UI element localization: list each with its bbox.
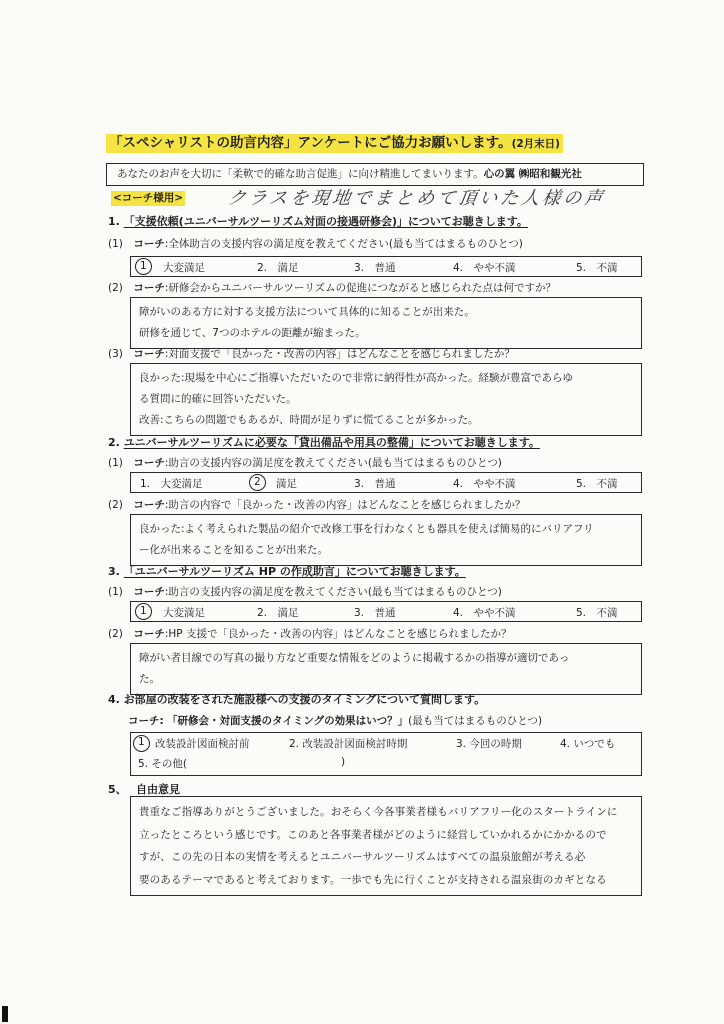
- choice-5[interactable]: 5. 不満: [576, 607, 618, 619]
- choice-3[interactable]: 3. 普通: [354, 478, 396, 490]
- section2-title: ユニバーサルツーリズムに必要な「貸出備品や用具の整備」についてお聴きします。: [123, 436, 540, 449]
- q-number: (1): [108, 238, 123, 250]
- choice-4[interactable]: 4. やや不満: [453, 478, 516, 490]
- section2-q2: [108, 497, 525, 512]
- section1-number: 1.: [108, 215, 120, 228]
- section5-title: 自由意見: [136, 783, 180, 796]
- q-number: (2): [108, 282, 123, 294]
- section1-q2: [108, 280, 556, 295]
- question-text: :対面支援で「良かった・改善の内容」はどんなことを感じられましたか？: [164, 348, 515, 360]
- answer-line: 障がいのある方に対する支援方法について具体的に知ることが出来た。: [139, 306, 475, 318]
- choice-5-other[interactable]: 5. その他(: [138, 758, 187, 770]
- choice-1[interactable]: 1. 大変満足: [140, 478, 203, 490]
- coach-tag: コーチ: [133, 238, 165, 250]
- section1-title: 「支援依頼(ユニバーサルツーリズム対面の接遇研修会)」についてお聴きします。: [123, 215, 528, 228]
- choice-3[interactable]: 3. 今回の時期: [456, 738, 522, 750]
- section1-q2-answer: [130, 297, 642, 349]
- opinion-line: 貴重なご指導ありがとうございました。おそらく今各事業者様もバリアフリー化のスタートラインに: [139, 806, 618, 818]
- section2-q1-choices: [130, 472, 642, 493]
- choice-4[interactable]: 4. やや不満: [453, 607, 516, 619]
- choice-1-number: 1: [138, 736, 145, 748]
- choice-2[interactable]: 2. 満足: [257, 262, 299, 274]
- choice-2-number: 2: [254, 476, 261, 488]
- coach-tag: コーチ: [133, 586, 165, 598]
- question-text: :助言の支援内容の満足度を教えてください(最も当てはまるものひとつ): [164, 586, 502, 598]
- section5-number: 5、: [108, 783, 122, 796]
- answer-line: 障がい者目線での写真の撮り方など重要な情報をどのように掲載するかの指導が適切であっ: [139, 652, 570, 664]
- section1-q3: [108, 346, 515, 361]
- section1-q3-answer: [130, 363, 642, 436]
- question-text: :全体助言の支援内容の満足度を教えてください(最も当てはまるものひとつ): [164, 238, 523, 250]
- opinion-line: 要のあるテーマであると考えております。一歩でも先に行くことが支持される温泉街のカギとなる: [139, 873, 607, 886]
- question-note: (最も当てはまるものひとつ): [408, 715, 543, 727]
- answer-line: る質問に的確に回答いただいた。: [139, 393, 297, 405]
- intro-text: あなたのお声を大切に「柔軟で的確な助言促進」に向け精進してまいります。: [117, 168, 484, 180]
- survey-deadline: (2月末日): [511, 138, 560, 150]
- coach-tag: コーチ: [133, 499, 165, 511]
- choice-1[interactable]: 大変満足: [163, 607, 205, 619]
- section1-q1: [108, 236, 523, 251]
- section3-title: 「ユニバーサルツーリズム HP の作成助言」についてお聴きします。: [123, 565, 466, 578]
- section3-heading: [108, 563, 466, 579]
- choice-3[interactable]: 3. 普通: [354, 262, 396, 274]
- coach-label: <コーチ様用>: [113, 192, 184, 204]
- coach-tag: コーチ: [133, 282, 165, 294]
- answer-line: 研修を通じて、7つのホテルの距離が縮まった。: [139, 327, 366, 339]
- choice-2[interactable]: 2. 改装設計図面検討時期: [289, 738, 408, 750]
- q-number: (3): [108, 348, 123, 360]
- intro-box: [106, 163, 644, 186]
- question-text: :助言の支援内容の満足度を教えてください(最も当てはまるものひとつ): [164, 457, 502, 469]
- organization-name: 心の翼 ㈱昭和観光社: [483, 168, 582, 180]
- section4-number: 4.: [108, 693, 120, 706]
- section3-q1-choices: [130, 601, 642, 622]
- coach-tag: コーチ: [133, 457, 165, 469]
- question-text: :HP 支援で「良かった・改善の内容」はどんなことを感じられましたか？: [164, 628, 512, 640]
- section2-number: 2.: [108, 436, 120, 449]
- choice-5-close: ): [341, 756, 346, 768]
- coach-tag: コーチ: [133, 348, 165, 360]
- section2-q1: [108, 455, 502, 470]
- choice-4[interactable]: 4. やや不満: [453, 262, 516, 274]
- answer-line: 良かった:現場を中心にご指導いただいたので非常に納得性が高かった。経験が豊富であらゆ: [139, 372, 574, 384]
- answer-line: 改善:こちらの問題でもあるが、時間が足りずに慌てることが多かった。: [139, 414, 479, 426]
- choice-2[interactable]: 満足: [276, 478, 297, 490]
- answer-line: ー化が出来ることを知ることが出来た。: [139, 544, 328, 556]
- opinion-line: すが、この先の日本の実情を考えるとユニバーサルツーリズムはすべての温泉旅館が考える必: [139, 851, 586, 863]
- scan-edge-mark: [2, 1006, 8, 1022]
- choice-4[interactable]: 4. いつでも: [560, 738, 616, 750]
- question-text: 「研修会・対面支援のタイミングの効果はいつ？」: [167, 715, 409, 727]
- section4-question: [128, 713, 542, 728]
- answer-line: た。: [139, 673, 160, 685]
- survey-title-text: 「スペシャリストの助言内容」アンケートにご協力お願いします。: [109, 135, 512, 151]
- section1-q1-choices: [130, 256, 642, 277]
- section3-number: 3.: [108, 565, 120, 578]
- section3-q2: [108, 626, 511, 641]
- section4-heading: [108, 691, 485, 707]
- handwritten-note: クラスを現地でまとめて頂いた人様の声: [226, 188, 607, 209]
- choice-5[interactable]: 5. 不満: [576, 262, 618, 274]
- section2-q2-answer: [130, 514, 642, 566]
- choice-5[interactable]: 5. 不満: [576, 478, 618, 490]
- section3-q1: [108, 584, 502, 599]
- choice-2[interactable]: 2. 満足: [257, 607, 299, 619]
- section1-heading: [108, 213, 528, 229]
- q-number: (2): [108, 499, 123, 511]
- choice-1-number: 1: [140, 605, 147, 617]
- question-text: :助言の内容で「良かった・改善の内容」はどんなことを感じられましたか？: [164, 499, 526, 511]
- question-text: :研修会からユニバーサルツーリズムの促進につながると感じられた点は何ですか？: [164, 282, 556, 294]
- choice-3[interactable]: 3. 普通: [354, 607, 396, 619]
- section2-heading: [108, 434, 540, 450]
- section4-choices: [130, 732, 642, 776]
- survey-title: [106, 134, 563, 153]
- choice-1[interactable]: 大変満足: [163, 262, 205, 274]
- free-opinion-box: [130, 796, 642, 896]
- answer-line: 良かった:よく考えられた製品の紹介で改修工事を行わなくとも器具を使えば簡易的にバリアフリ: [139, 523, 594, 535]
- coach-tag: コーチ: [133, 628, 165, 640]
- choice-1[interactable]: 改装設計図面検討前: [155, 738, 250, 750]
- section3-q2-answer: [130, 643, 642, 695]
- coach-tag: コーチ:: [128, 715, 164, 727]
- opinion-line: 立ったところという感じです。このあと各事業者様がどのように経営していかれるかにかかるので: [139, 828, 607, 841]
- q-number: (2): [108, 628, 123, 640]
- choice-1-number: 1: [140, 260, 147, 272]
- section5-heading: [108, 781, 180, 797]
- section4-title: お部屋の改装をされた施設様への支援のタイミングについて質問します。: [123, 693, 486, 706]
- q-number: (1): [108, 586, 123, 598]
- q-number: (1): [108, 457, 123, 469]
